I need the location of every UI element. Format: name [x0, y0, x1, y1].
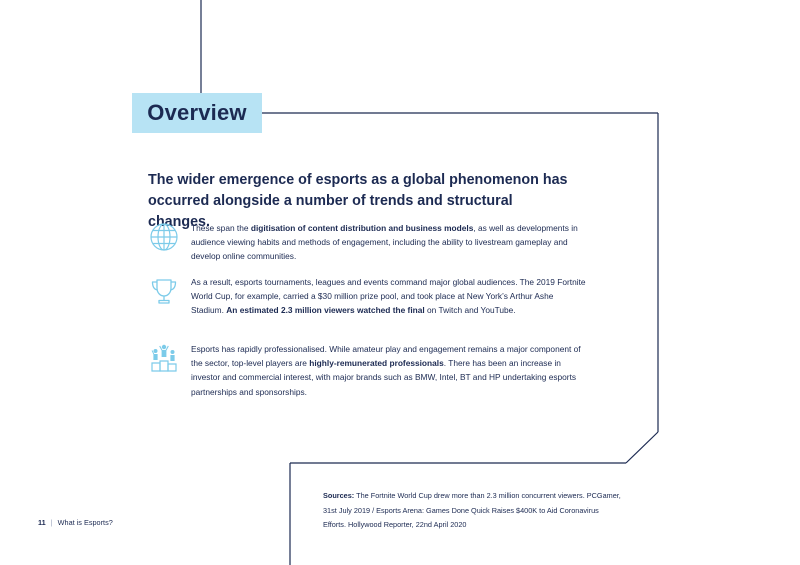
highlight-text: An estimated 2.3 million viewers watched the final	[226, 305, 425, 316]
list-item-text: Esports has rapidly professionalised. While amateur play and engagement remains a major component of the sector, top-level players are highly-remunerated professionals. There has been an increase in investor and commercial interest, with major brands such as BMW, Intel, BT and HP undertaking esports partnerships and sponsorships.	[191, 344, 581, 397]
highlight-text: highly-remunerated professionals	[309, 358, 444, 369]
globe-icon	[148, 221, 180, 253]
page-title: Overview	[147, 100, 247, 125]
list-item-text: As a result, esports tournaments, leagues and events command major global audiences. The 2019 Fortnite World Cup, for example, carried a $30 million prize pool, and took place at New York’s Arthur Ashe Stadium. An estimated 2.3 million viewers watched the final on Twitch and YouTube.	[191, 277, 586, 316]
lead-paragraph: The wider emergence of esports as a global phenomenon has occurred alongside a number of trends and structural changes.	[148, 172, 568, 230]
podium-players-icon	[148, 342, 180, 374]
page-number: 11	[38, 518, 46, 527]
page-footer	[38, 518, 113, 527]
list-item-digitisation	[148, 221, 588, 264]
list-item-professionalisation	[148, 342, 588, 399]
list-item-tournaments	[148, 275, 588, 318]
footer-separator: |	[50, 518, 53, 527]
section-name: What is Esports?	[57, 518, 113, 527]
list-item-text: These span the digitisation of content distribution and business models, as well as developments in audience viewing habits and methods of engagement, including the ability to livestream gameplay and develop online communities.	[191, 223, 578, 262]
sources-label: Sources:	[323, 491, 355, 500]
highlight-text: digitisation of content distribution and business models	[250, 223, 474, 233]
sources-note	[323, 489, 623, 533]
sources-text: The Fortnite World Cup drew more than 2.3 million concurrent viewers. PCGamer, 31st July 2019 / Esports Arena: Games Done Quick Raises $400K to Aid Coronavirus Efforts. Hollywood Reporter, 22nd April 2020	[323, 491, 621, 529]
trophy-icon	[148, 275, 180, 307]
title-badge	[132, 93, 262, 133]
